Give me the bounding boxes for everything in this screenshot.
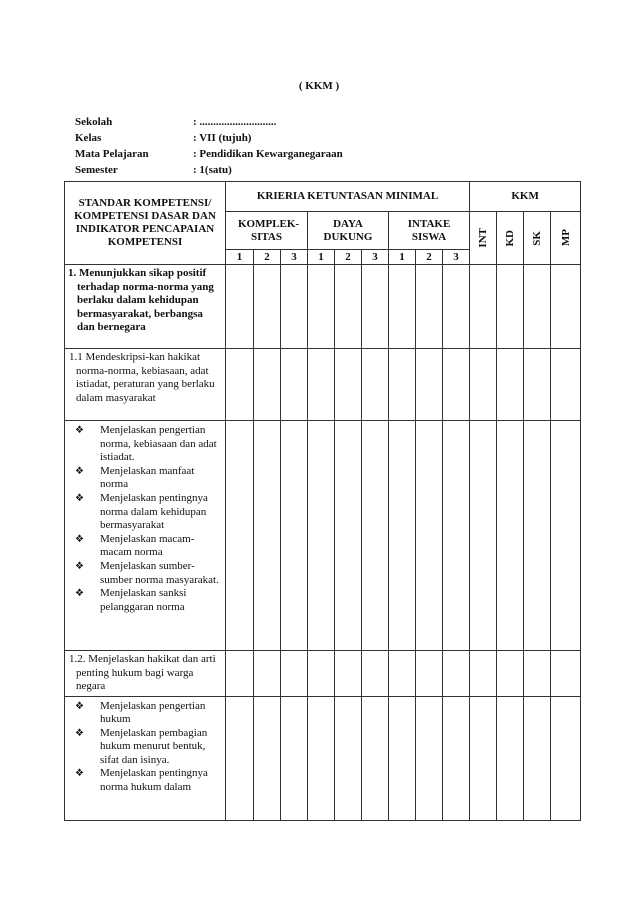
blank-cell (335, 349, 362, 421)
info-row-sekolah (75, 114, 343, 130)
indikator-cell (65, 421, 226, 651)
info-label: Kelas (75, 132, 102, 144)
indikator-list (71, 424, 223, 614)
criteria-number: 2 (416, 250, 443, 265)
diamond-bullet-icon: ❖ (75, 492, 84, 504)
blank-cell (389, 349, 416, 421)
blank-cell (308, 651, 335, 697)
list-item: ❖ Menjelaskan pentingnya norma hukum dalam (75, 767, 208, 794)
blank-cell (226, 651, 254, 697)
info-label: Sekolah (75, 116, 113, 128)
blank-cell (226, 696, 254, 820)
list-item: ❖ Menjelaskan pengertian hukum (75, 699, 206, 726)
header-kompleksitas: KOMPLEK-SITAS (226, 212, 308, 250)
blank-cell (335, 696, 362, 820)
blank-cell (254, 349, 281, 421)
blank-cell (362, 421, 389, 651)
blank-cell (497, 651, 524, 697)
list-item: ❖ Menjelaskan pengertian norma, kebiasaan dan adat istiadat. (75, 424, 217, 464)
standar-kompetensi-cell: 1. Menunjukkan sikap positif terhadap norma-norma yang berlaku dalam kehidupan bermasyarakat, berbangsa dan bernegara (65, 265, 226, 349)
criteria-number: 1 (389, 250, 416, 265)
blank-cell (362, 696, 389, 820)
blank-cell (226, 421, 254, 651)
criteria-number: 1 (308, 250, 335, 265)
header-row (65, 182, 581, 212)
header-mp: MP (551, 212, 581, 265)
diamond-bullet-icon: ❖ (75, 560, 84, 572)
blank-cell (416, 651, 443, 697)
table-row (65, 265, 581, 349)
criteria-number: 3 (443, 250, 470, 265)
blank-cell (497, 265, 524, 349)
blank-cell (335, 265, 362, 349)
blank-cell (416, 349, 443, 421)
blank-cell (551, 349, 581, 421)
kompetensi-dasar-cell: 1.1 Mendeskripsi-kan hakikat norma-norma, kebiasaan, adat istiadat, peraturan yang berlaku dalam masyarakat (65, 349, 226, 421)
blank-cell (389, 265, 416, 349)
indikator-cell (65, 696, 226, 820)
blank-cell (443, 696, 470, 820)
list-item: ❖ Menjelaskan macam-macam norma (75, 532, 195, 559)
blank-cell (470, 651, 497, 697)
blank-cell (335, 651, 362, 697)
info-label: Semester (75, 164, 118, 176)
blank-cell (226, 265, 254, 349)
blank-cell (470, 349, 497, 421)
blank-cell (524, 421, 551, 651)
blank-cell (524, 265, 551, 349)
criteria-number: 1 (226, 250, 254, 265)
kompetensi-dasar-cell: 1.2. Menjelaskan hakikat dan arti penting hukum bagi warga negara (65, 651, 226, 697)
blank-cell (470, 421, 497, 651)
blank-cell (470, 696, 497, 820)
blank-cell (443, 651, 470, 697)
blank-cell (551, 651, 581, 697)
info-row-kelas (75, 130, 343, 146)
diamond-bullet-icon: ❖ (75, 533, 84, 545)
blank-cell (497, 696, 524, 820)
diamond-bullet-icon: ❖ (75, 727, 84, 739)
header-criteria: KRIERIA KETUNTASAN MINIMAL (226, 182, 470, 212)
blank-cell (551, 421, 581, 651)
blank-cell (308, 349, 335, 421)
blank-cell (551, 696, 581, 820)
table-row (65, 696, 581, 820)
blank-cell (308, 265, 335, 349)
indikator-list (71, 700, 223, 795)
header-sk: STANDAR KOMPETENSI/ KOMPETENSI DASAR DAN INDIKATOR PENCAPAIAN KOMPETENSI (65, 182, 226, 265)
blank-cell (335, 421, 362, 651)
header-sk-col: SK (524, 212, 551, 265)
kkm-table (64, 181, 581, 821)
info-row-mapel (75, 146, 343, 162)
info-value: : 1(satu) (193, 164, 232, 176)
list-item: ❖ Menjelaskan sanksi pelanggaran norma (75, 587, 187, 613)
info-row-semester (75, 162, 343, 178)
blank-cell (389, 696, 416, 820)
blank-cell (362, 349, 389, 421)
table-row (65, 651, 581, 697)
blank-cell (416, 421, 443, 651)
list-item: ❖ Menjelaskan manfaat norma (75, 464, 195, 491)
blank-cell (470, 265, 497, 349)
list-item: ❖ Menjelaskan pembagian hukum menurut bentuk, sifat dan isinya. (75, 726, 208, 766)
criteria-number: 3 (362, 250, 389, 265)
info-value: : Pendidikan Kewarganegaraan (193, 148, 343, 160)
blank-cell (281, 651, 308, 697)
diamond-bullet-icon: ❖ (75, 465, 84, 477)
identity-block (75, 114, 343, 178)
list-item: ❖ Menjelaskan sumber-sumber norma masyarakat. (75, 559, 219, 586)
blank-cell (443, 421, 470, 651)
blank-cell (281, 696, 308, 820)
criteria-number: 3 (281, 250, 308, 265)
blank-cell (281, 265, 308, 349)
table-row (65, 349, 581, 421)
criteria-number: 2 (254, 250, 281, 265)
blank-cell (308, 696, 335, 820)
header-int: INT (470, 212, 497, 265)
blank-cell (524, 349, 551, 421)
info-value: : VII (tujuh) (193, 132, 252, 144)
document-title: ( KKM ) (298, 80, 340, 92)
list-item: ❖ Menjelaskan pentingnya norma dalam kehidupan bermasyarakat (75, 491, 208, 532)
table-row (65, 421, 581, 651)
criteria-number: 2 (335, 250, 362, 265)
blank-cell (308, 421, 335, 651)
blank-cell (254, 265, 281, 349)
blank-cell (281, 421, 308, 651)
blank-cell (389, 651, 416, 697)
blank-cell (443, 265, 470, 349)
blank-cell (524, 651, 551, 697)
blank-cell (254, 421, 281, 651)
blank-cell (551, 265, 581, 349)
header-kd: KD (497, 212, 524, 265)
blank-cell (254, 696, 281, 820)
header-daya-dukung: DAYA DUKUNG (308, 212, 389, 250)
info-value: : ............................ (193, 116, 277, 128)
header-intake: INTAKE SISWA (389, 212, 470, 250)
blank-cell (416, 696, 443, 820)
blank-cell (389, 421, 416, 651)
blank-cell (281, 349, 308, 421)
blank-cell (443, 349, 470, 421)
blank-cell (524, 696, 551, 820)
blank-cell (362, 651, 389, 697)
blank-cell (497, 421, 524, 651)
diamond-bullet-icon: ❖ (75, 700, 84, 712)
blank-cell (362, 265, 389, 349)
blank-cell (254, 651, 281, 697)
header-kkm: KKM (470, 182, 581, 212)
blank-cell (497, 349, 524, 421)
blank-cell (416, 265, 443, 349)
blank-cell (226, 349, 254, 421)
diamond-bullet-icon: ❖ (75, 588, 84, 600)
diamond-bullet-icon: ❖ (75, 768, 84, 780)
diamond-bullet-icon: ❖ (75, 425, 84, 436)
info-label: Mata Pelajaran (75, 148, 149, 160)
